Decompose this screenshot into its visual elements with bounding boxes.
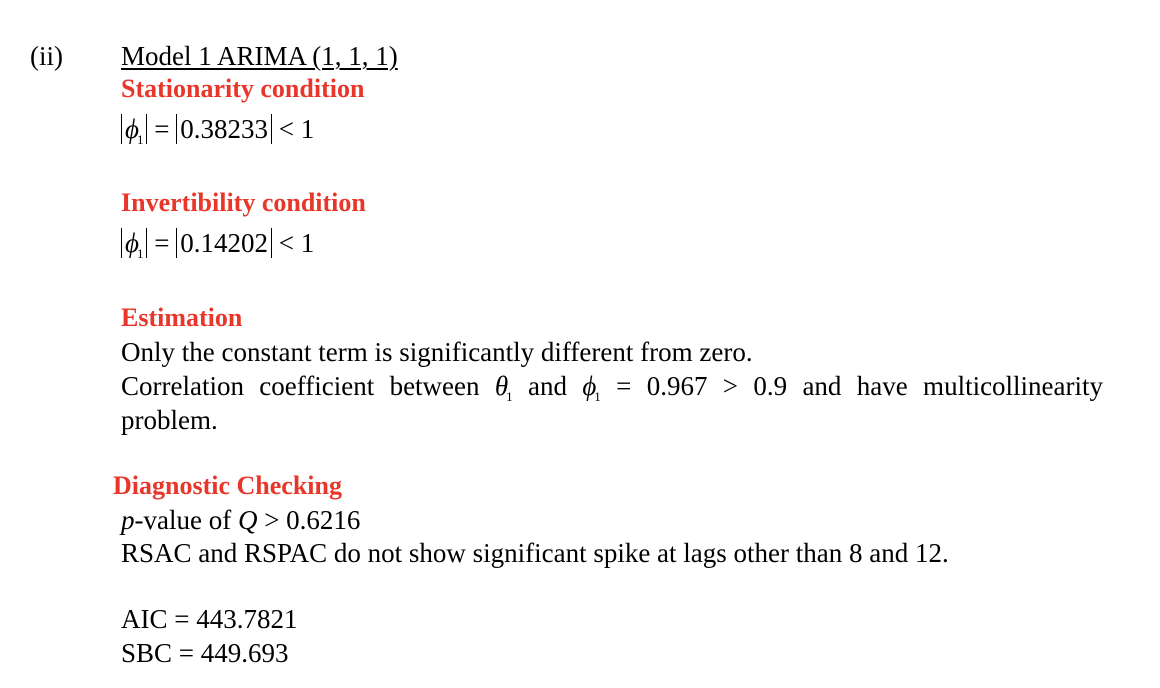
q-symbol: Q	[237, 505, 258, 535]
phi-subscript: 1	[136, 246, 144, 261]
p-symbol: p	[121, 505, 135, 535]
theta-subscript: 1	[506, 389, 513, 404]
diagnostic-heading: Diagnostic Checking	[113, 471, 342, 500]
pvalue-text: -value of	[134, 505, 238, 535]
estimation-line-2a: Correlation coefficient between	[121, 371, 480, 401]
stationarity-heading: Stationarity condition	[121, 74, 365, 103]
phi-subscript: 1	[594, 389, 601, 404]
pvalue-line	[121, 507, 360, 534]
estimation-line-2	[121, 371, 1104, 404]
equals-sign: =	[154, 228, 170, 258]
estimation-line-3: problem.	[121, 405, 218, 435]
phi-subscript: 1	[136, 132, 144, 147]
phi-symbol: ϕ	[125, 114, 139, 144]
sbc-value: SBC = 449.693	[121, 638, 289, 668]
theta-symbol: θ	[494, 371, 509, 401]
invertibility-equation	[121, 228, 315, 261]
phi-symbol: ϕ	[125, 228, 139, 258]
less-than: < 1	[278, 114, 315, 144]
estimation-line-2b: = 0.967 > 0.9 and have multicollinearity	[616, 371, 1104, 401]
pvalue-rest: > 0.6216	[257, 505, 361, 535]
invertibility-value: 0.14202	[176, 228, 272, 258]
stationarity-value: 0.38233	[176, 114, 272, 144]
less-than: < 1	[278, 228, 315, 258]
estimation-line-1: Only the constant term is significantly different from zero.	[121, 337, 753, 367]
estimation-heading: Estimation	[121, 303, 243, 332]
diagnostic-line-2: RSAC and RSPAC do not show significant spike at lags other than 8 and 12.	[121, 538, 949, 568]
invertibility-heading: Invertibility condition	[121, 188, 366, 217]
estimation-and: and	[527, 371, 567, 401]
stationarity-equation	[121, 114, 315, 147]
phi-symbol: ϕ	[582, 371, 597, 401]
aic-value: AIC = 443.7821	[121, 604, 298, 634]
model-title: Model 1 ARIMA (1, 1, 1)	[121, 41, 398, 71]
item-label: (ii)	[30, 41, 63, 71]
equals-sign: =	[154, 114, 170, 144]
